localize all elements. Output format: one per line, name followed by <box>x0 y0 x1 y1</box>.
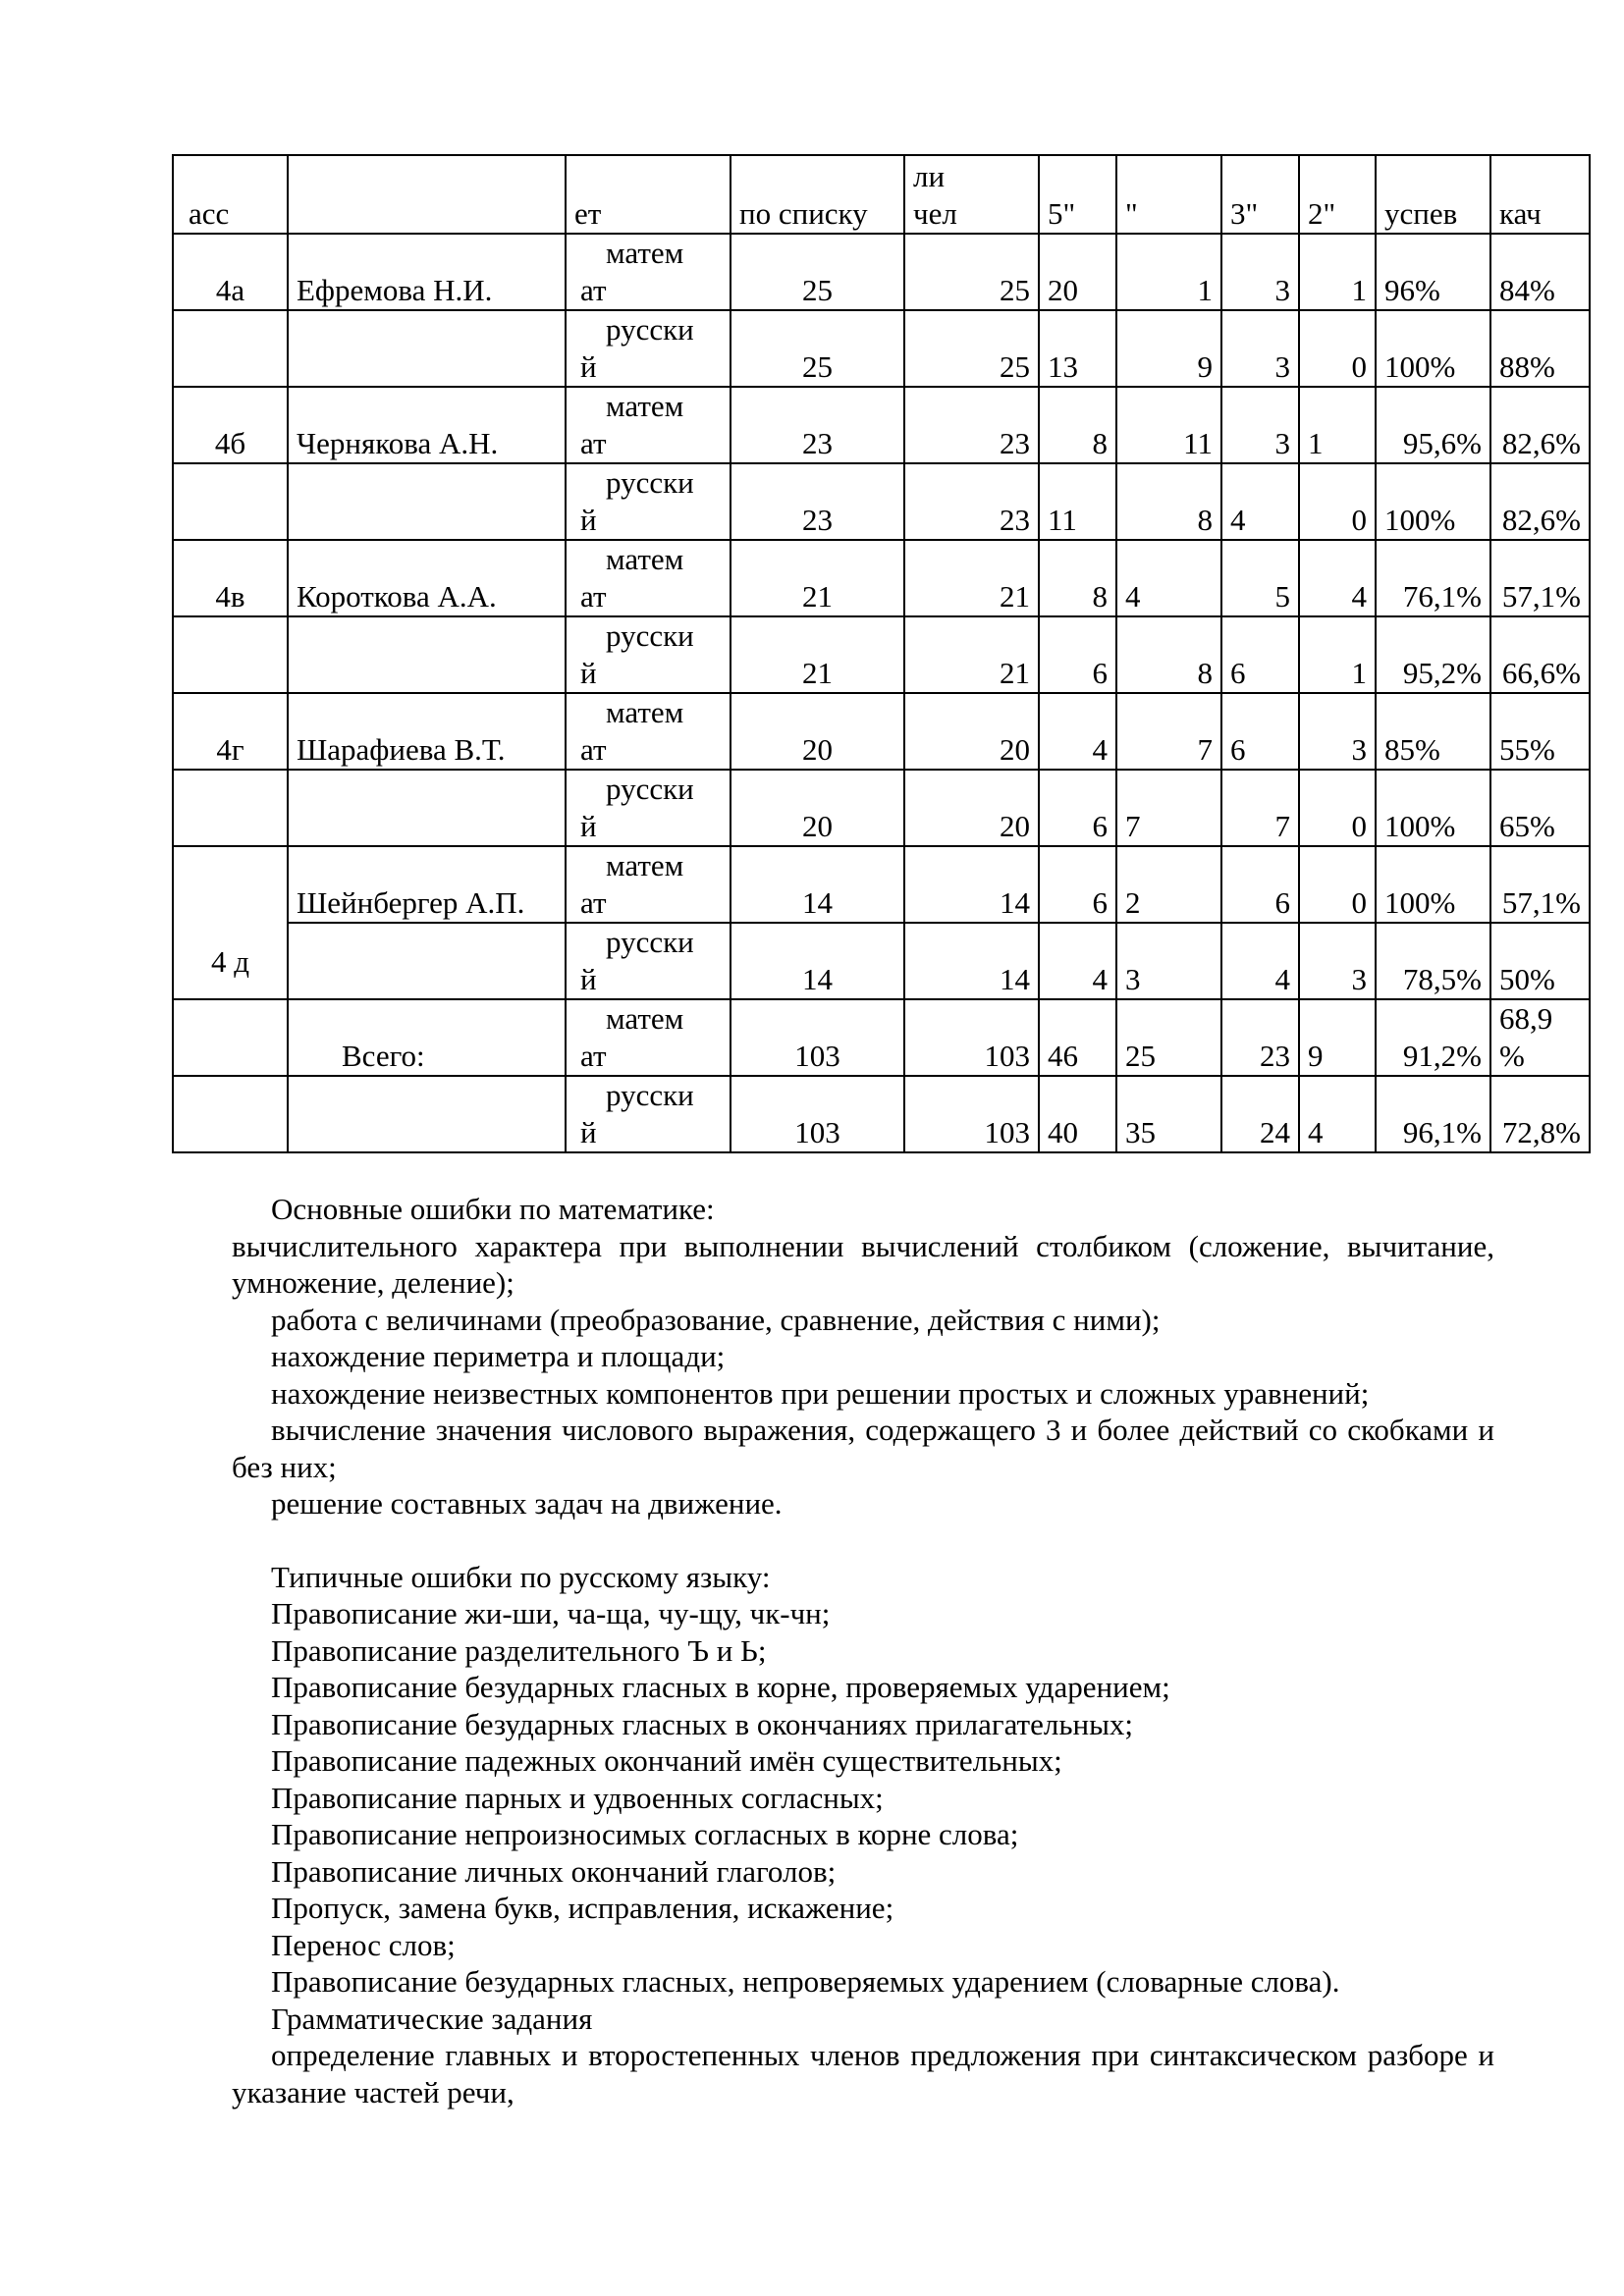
cell-subject: русски й <box>566 310 731 387</box>
russian-errors-heading: Типичные ошибки по русскому языку: <box>271 1559 771 1594</box>
cell-grade-2: 3 <box>1299 923 1376 999</box>
cell-success: 100% <box>1376 310 1490 387</box>
table-row <box>173 846 1590 923</box>
cell-class <box>173 999 288 1076</box>
math-error-item: работа с величинами (преобразование, сравнение, действия с ними); <box>271 1302 1161 1337</box>
cell-subject: матем ат <box>566 387 731 463</box>
cell-subject: русски й <box>566 1076 731 1152</box>
cell-success: 96,1% <box>1376 1076 1490 1152</box>
cell-grade-4: 7 <box>1116 693 1221 770</box>
cell-grade-4: 4 <box>1116 540 1221 616</box>
cell-grade-3: 23 <box>1221 999 1299 1076</box>
cell-grade-2: 0 <box>1299 463 1376 540</box>
cell-success: 78,5% <box>1376 923 1490 999</box>
cell-grade-5: 11 <box>1039 463 1116 540</box>
results-table <box>172 154 1591 1153</box>
grammar-heading: Грамматические задания <box>271 2001 593 2036</box>
cell-list: 23 <box>731 387 904 463</box>
header-quality: кач <box>1490 155 1590 234</box>
cell-subject: русски й <box>566 923 731 999</box>
cell-present: 23 <box>904 387 1039 463</box>
cell-subject: матем ат <box>566 846 731 923</box>
math-error-item: решение составных задач на движение. <box>271 1486 783 1521</box>
cell-subject: матем ат <box>566 234 731 310</box>
cell-class <box>173 616 288 693</box>
cell-teacher <box>288 463 566 540</box>
russian-error-item: Правописание безударных гласных в окончаниях прилагательных; <box>271 1706 1134 1741</box>
cell-success: 100% <box>1376 846 1490 923</box>
russian-error-item: Правописание безударных гласных в корне, проверяемых ударением; <box>271 1670 1170 1704</box>
cell-success: 85% <box>1376 693 1490 770</box>
cell-quality: 68,9 % <box>1490 999 1590 1076</box>
cell-class: 4 д <box>173 846 288 999</box>
cell-teacher: Короткова А.А. <box>288 540 566 616</box>
cell-list: 20 <box>731 770 904 846</box>
table-row <box>173 616 1590 693</box>
cell-present: 23 <box>904 463 1039 540</box>
cell-grade-4: 35 <box>1116 1076 1221 1152</box>
cell-list: 14 <box>731 923 904 999</box>
cell-grade-3: 6 <box>1221 616 1299 693</box>
cell-grade-4: 9 <box>1116 310 1221 387</box>
header-grade-4: " <box>1116 155 1221 234</box>
cell-list: 23 <box>731 463 904 540</box>
cell-present: 14 <box>904 923 1039 999</box>
cell-teacher: Чернякова А.Н. <box>288 387 566 463</box>
cell-quality: 82,6% <box>1490 387 1590 463</box>
cell-grade-3: 4 <box>1221 923 1299 999</box>
cell-present: 20 <box>904 693 1039 770</box>
cell-grade-3: 24 <box>1221 1076 1299 1152</box>
cell-class <box>173 310 288 387</box>
table-row <box>173 693 1590 770</box>
cell-list: 14 <box>731 846 904 923</box>
paragraph-gap <box>232 1522 1494 1559</box>
cell-grade-2: 0 <box>1299 846 1376 923</box>
cell-success: 96% <box>1376 234 1490 310</box>
math-error-item: вычисление значения числового выражения, содержащего 3 и более действий со скобками и без них; <box>232 1413 1494 1484</box>
cell-present: 25 <box>904 310 1039 387</box>
cell-teacher <box>288 1076 566 1152</box>
cell-grade-4: 1 <box>1116 234 1221 310</box>
table-header-row <box>173 155 1590 234</box>
table-row <box>173 463 1590 540</box>
cell-grade-4: 11 <box>1116 387 1221 463</box>
cell-grade-4: 7 <box>1116 770 1221 846</box>
header-by-list: по списку <box>731 155 904 234</box>
cell-teacher: Шейнбергер А.П. <box>288 846 566 923</box>
math-errors-heading: Основные ошибки по математике: <box>271 1192 715 1226</box>
cell-present: 21 <box>904 616 1039 693</box>
cell-grade-4: 3 <box>1116 923 1221 999</box>
cell-class: 4г <box>173 693 288 770</box>
math-error-item: нахождение периметра и площади; <box>271 1339 726 1373</box>
cell-quality: 72,8% <box>1490 1076 1590 1152</box>
russian-error-item: Перенос слов; <box>271 1927 456 1962</box>
cell-total-label: Всего: <box>288 999 566 1076</box>
cell-present: 25 <box>904 234 1039 310</box>
cell-success: 91,2% <box>1376 999 1490 1076</box>
cell-teacher <box>288 923 566 999</box>
cell-grade-5: 8 <box>1039 387 1116 463</box>
cell-quality: 50% <box>1490 923 1590 999</box>
cell-grade-2: 1 <box>1299 234 1376 310</box>
cell-grade-2: 1 <box>1299 616 1376 693</box>
cell-present: 103 <box>904 1076 1039 1152</box>
header-grade-5: 5" <box>1039 155 1116 234</box>
cell-grade-5: 6 <box>1039 770 1116 846</box>
cell-grade-2: 1 <box>1299 387 1376 463</box>
russian-error-item: Пропуск, замена букв, исправления, искажение; <box>271 1891 894 1925</box>
table-row <box>173 770 1590 846</box>
russian-error-item: Правописание парных и удвоенных согласных; <box>271 1780 884 1815</box>
cell-grade-3: 5 <box>1221 540 1299 616</box>
table-row <box>173 310 1590 387</box>
russian-error-item: Правописание жи-ши, ча-ща, чу-щу, чк-чн; <box>271 1596 831 1630</box>
cell-quality: 84% <box>1490 234 1590 310</box>
cell-quality: 65% <box>1490 770 1590 846</box>
cell-grade-3: 7 <box>1221 770 1299 846</box>
cell-quality: 88% <box>1490 310 1590 387</box>
error-analysis-text <box>232 1191 1494 2110</box>
russian-error-item: Правописание личных окончаний глаголов; <box>271 1853 837 1889</box>
cell-grade-2: 0 <box>1299 310 1376 387</box>
cell-present: 14 <box>904 846 1039 923</box>
cell-grade-5: 4 <box>1039 923 1116 999</box>
cell-grade-3: 6 <box>1221 693 1299 770</box>
cell-grade-3: 4 <box>1221 463 1299 540</box>
header-teacher <box>288 155 566 234</box>
header-success: успев <box>1376 155 1490 234</box>
cell-subject: матем ат <box>566 540 731 616</box>
cell-grade-2: 3 <box>1299 693 1376 770</box>
cell-present: 20 <box>904 770 1039 846</box>
cell-list: 21 <box>731 616 904 693</box>
cell-list: 25 <box>731 310 904 387</box>
russian-error-item: Правописание падежных окончаний имён существительных; <box>271 1743 1062 1778</box>
cell-class: 4в <box>173 540 288 616</box>
cell-grade-3: 6 <box>1221 846 1299 923</box>
cell-quality: 66,6% <box>1490 616 1590 693</box>
cell-class <box>173 1076 288 1152</box>
cell-subject: матем ат <box>566 999 731 1076</box>
cell-grade-5: 6 <box>1039 846 1116 923</box>
cell-success: 95,2% <box>1376 616 1490 693</box>
header-subject: ет <box>566 155 731 234</box>
russian-error-item: Правописание разделительного Ъ и Ь; <box>271 1632 767 1668</box>
cell-teacher: Шарафиева В.Т. <box>288 693 566 770</box>
cell-grade-2: 4 <box>1299 540 1376 616</box>
cell-quality: 57,1% <box>1490 540 1590 616</box>
cell-grade-5: 20 <box>1039 234 1116 310</box>
cell-list: 103 <box>731 999 904 1076</box>
cell-quality: 82,6% <box>1490 463 1590 540</box>
cell-grade-4: 8 <box>1116 616 1221 693</box>
math-error-item: вычислительного характера при выполнении вычислений столбиком (сложение, вычитание, умножение, деление); <box>232 1228 1494 1300</box>
cell-grade-4: 2 <box>1116 846 1221 923</box>
grammar-item: определение главных и второстепенных членов предложения при синтаксическом разборе и указание частей речи, <box>232 2038 1494 2109</box>
header-present: ли чел <box>904 155 1039 234</box>
cell-teacher <box>288 616 566 693</box>
table-row-total <box>173 999 1590 1076</box>
header-grade-3: 3" <box>1221 155 1299 234</box>
cell-grade-5: 4 <box>1039 693 1116 770</box>
cell-class: 4б <box>173 387 288 463</box>
table-row-total <box>173 1076 1590 1152</box>
cell-grade-3: 3 <box>1221 310 1299 387</box>
table-row <box>173 540 1590 616</box>
cell-teacher <box>288 310 566 387</box>
cell-grade-5: 8 <box>1039 540 1116 616</box>
cell-quality: 55% <box>1490 693 1590 770</box>
cell-subject: матем ат <box>566 693 731 770</box>
cell-success: 100% <box>1376 770 1490 846</box>
header-grade-2: 2" <box>1299 155 1376 234</box>
cell-teacher: Ефремова Н.И. <box>288 234 566 310</box>
cell-list: 103 <box>731 1076 904 1152</box>
cell-subject: русски й <box>566 463 731 540</box>
cell-present: 103 <box>904 999 1039 1076</box>
russian-error-item: Правописание безударных гласных, непроверяемых ударением (словарные слова). <box>271 1964 1340 1999</box>
cell-grade-5: 40 <box>1039 1076 1116 1152</box>
table-row <box>173 923 1590 999</box>
cell-teacher <box>288 770 566 846</box>
russian-error-item: Правописание непроизносимых согласных в корне слова; <box>271 1817 1019 1851</box>
cell-success: 95,6% <box>1376 387 1490 463</box>
cell-class: 4а <box>173 234 288 310</box>
cell-present: 21 <box>904 540 1039 616</box>
cell-success: 100% <box>1376 463 1490 540</box>
header-class: асс <box>173 155 288 234</box>
cell-subject: русски й <box>566 770 731 846</box>
table-row <box>173 234 1590 310</box>
table-row <box>173 387 1590 463</box>
cell-list: 20 <box>731 693 904 770</box>
cell-grade-5: 6 <box>1039 616 1116 693</box>
cell-class <box>173 770 288 846</box>
cell-grade-2: 4 <box>1299 1076 1376 1152</box>
cell-grade-3: 3 <box>1221 387 1299 463</box>
cell-grade-4: 25 <box>1116 999 1221 1076</box>
cell-class <box>173 463 288 540</box>
cell-quality: 57,1% <box>1490 846 1590 923</box>
cell-list: 21 <box>731 540 904 616</box>
cell-success: 76,1% <box>1376 540 1490 616</box>
cell-grade-2: 9 <box>1299 999 1376 1076</box>
cell-grade-5: 46 <box>1039 999 1116 1076</box>
cell-grade-5: 13 <box>1039 310 1116 387</box>
math-error-item: нахождение неизвестных компонентов при решении простых и сложных уравнений; <box>271 1375 1370 1411</box>
cell-subject: русски й <box>566 616 731 693</box>
cell-grade-2: 0 <box>1299 770 1376 846</box>
cell-list: 25 <box>731 234 904 310</box>
cell-grade-4: 8 <box>1116 463 1221 540</box>
cell-grade-3: 3 <box>1221 234 1299 310</box>
